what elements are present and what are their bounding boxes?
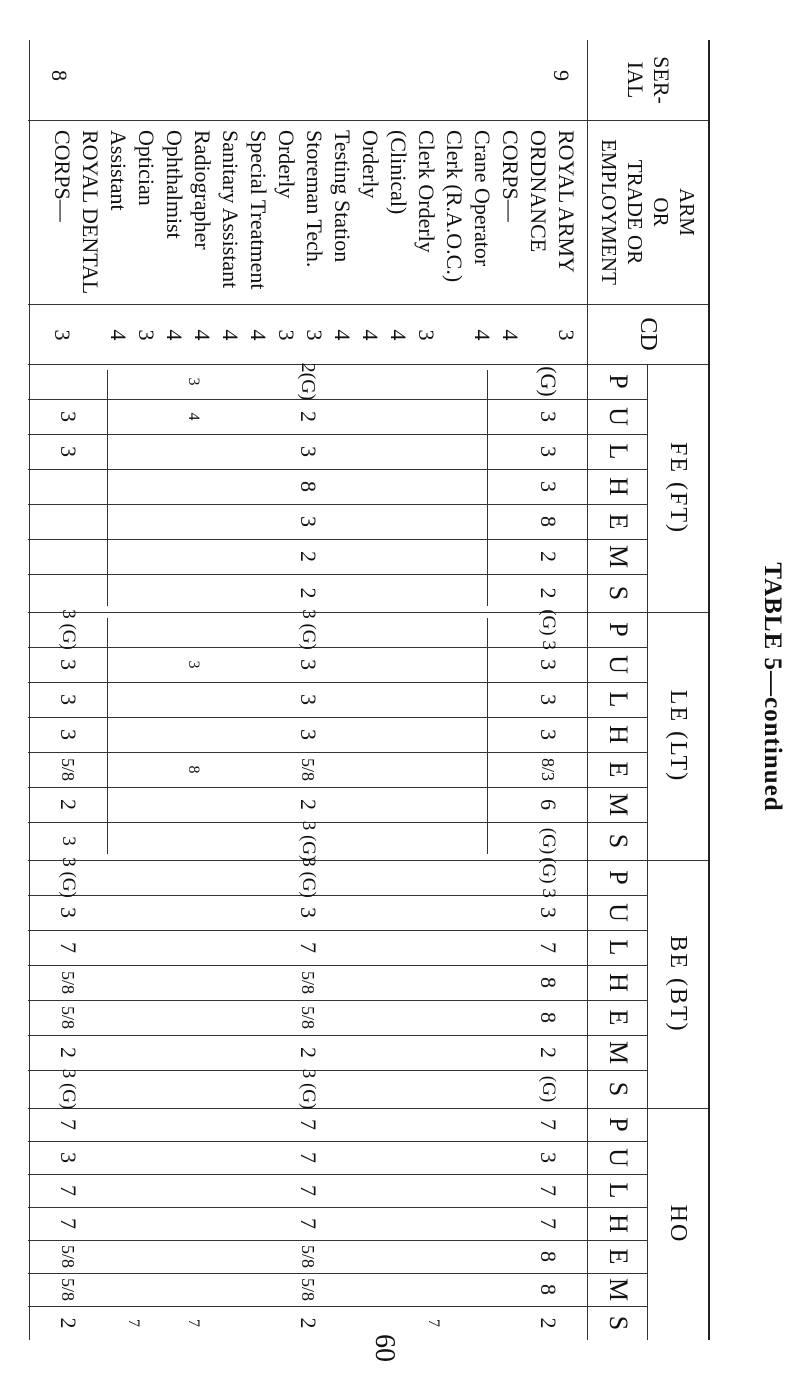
be-m-value: 2 [536, 1047, 561, 1058]
serial-9: 9 [549, 70, 574, 81]
cd-value: 3 [554, 329, 579, 341]
fe-l-value: 3 [536, 446, 561, 457]
group-fe: FE (FT) [665, 442, 692, 534]
cd-spacer [76, 310, 104, 360]
ho-extra-1: 7 [185, 1319, 202, 1327]
vrule-le [28, 860, 708, 861]
be-p-value-low: 3 (G) [58, 857, 79, 898]
item-line: CORPS— [50, 130, 75, 222]
ho-p-value-low: 7 [56, 1119, 81, 1130]
be-e-value-mid: 5/8 [298, 1005, 319, 1029]
item-line: Crane Operator [470, 130, 495, 267]
item-line: Special Treatment [246, 130, 271, 290]
fe-m-header: M [604, 544, 633, 569]
le-s-header: S [604, 833, 633, 849]
cd-value: 4 [330, 329, 355, 341]
item-line: Clerk Orderly [414, 130, 439, 253]
cd-value: 3 [274, 329, 299, 341]
item-line: Radiographer [190, 130, 215, 250]
cd-spacer [440, 310, 468, 360]
ho-m-header: M [604, 1277, 633, 1302]
ho-s-value-mid: 2 [296, 1317, 321, 1329]
ho-p-value: 7 [536, 1119, 561, 1130]
le-e-header: E [604, 761, 633, 778]
or-label: OR [649, 197, 673, 227]
rule-group [647, 364, 648, 1340]
item-line: ROYAL DENTAL [78, 130, 103, 295]
ho-u-header: U [604, 1148, 633, 1167]
le-m-value-low: 2 [56, 799, 81, 810]
item-line: CORPS— [498, 130, 523, 222]
ho-s-header: S [604, 1315, 633, 1331]
cd-value: 3 [302, 329, 327, 341]
be-h-value: 8 [536, 977, 561, 988]
le-m-value: 6 [536, 799, 561, 810]
ho-h-value-mid: 7 [296, 1218, 321, 1229]
fe-u-value: 3 [536, 411, 561, 422]
fe-s-value: 2 [536, 587, 561, 599]
be-s-value-low: 3 (G) [58, 1068, 79, 1110]
fe-p-value: (G) [536, 366, 561, 397]
cd-value: 4 [218, 329, 243, 341]
le-p-header: P [604, 622, 633, 637]
group-be: BE (BT) [665, 935, 692, 1033]
vrule-cd [28, 364, 708, 365]
item-line: Orderly [358, 130, 383, 199]
ho-m-value: 8 [536, 1284, 561, 1295]
ho-e-value-mid: 5/8 [298, 1244, 319, 1268]
cd-value: 4 [498, 329, 523, 341]
le-l-header: L [604, 691, 633, 708]
le-brace-bottom [107, 618, 108, 854]
fe-u-header: U [604, 407, 633, 426]
le-p-value-mid: 3 (G) [298, 609, 319, 650]
cd-spacer [524, 310, 552, 360]
fe-u-value-mid: 2 [296, 411, 321, 422]
be-m-value-mid: 2 [296, 1047, 321, 1058]
page-title: TABLE 5—continued [759, 562, 786, 812]
be-e-value-low: 5/8 [58, 1005, 79, 1029]
be-l-value: 7 [536, 942, 561, 953]
group-ho: HO [665, 1204, 692, 1244]
vrule-serial [28, 120, 708, 121]
ho-m-value-low: 5/8 [58, 1277, 79, 1301]
le-u-value-low: 3 [56, 659, 81, 670]
ho-p-value-mid: 7 [296, 1119, 321, 1130]
le-u-value-mid: 3 [296, 659, 321, 670]
page-number: 60 [369, 1334, 400, 1362]
le-e-value: 8/3 [538, 757, 559, 781]
be-p-value-mid: 3 (G) [298, 857, 319, 898]
cd-value: 4 [470, 329, 495, 341]
ho-extra-2: 7 [425, 1319, 442, 1327]
cd-value: 3 [134, 329, 159, 341]
item-line: Ophthalmist [162, 130, 187, 239]
ho-u-value-low: 3 [56, 1152, 81, 1163]
fe-e-value: 8 [536, 516, 561, 527]
be-u-value-mid: 3 [296, 907, 321, 918]
cd-value: 4 [106, 329, 131, 341]
be-e-header: E [604, 1009, 633, 1026]
ho-h-header: H [604, 1214, 633, 1233]
le-brace-top [487, 618, 488, 854]
ho-l-header: L [604, 1182, 633, 1199]
fe-m-value: 2 [536, 551, 561, 562]
item-line: Clerk (R.A.O.C.) [442, 130, 467, 283]
ho-u-value-mid: 7 [296, 1152, 321, 1163]
item-line: Storeman Tech. [302, 130, 327, 268]
le-h-value: 3 [536, 729, 561, 740]
item-line: ROYAL ARMY [554, 130, 579, 273]
ho-h-value-low: 7 [56, 1218, 81, 1229]
cd-value: 4 [386, 329, 411, 341]
cd-value: 4 [190, 329, 215, 341]
le-l-value-mid: 3 [296, 694, 321, 705]
le-extra-2: 8 [185, 765, 202, 774]
ho-s-value-low: 2 [56, 1317, 81, 1329]
cd-header: CD [635, 317, 662, 351]
le-l-value-low: 3 [56, 694, 81, 705]
ho-l-value-low: 7 [56, 1185, 81, 1196]
fe-s-value-mid: 2 [296, 587, 321, 599]
vrule-fe [28, 612, 708, 613]
ho-l-value-mid: 7 [296, 1185, 321, 1196]
group-le: LE (LT) [665, 689, 692, 783]
be-p-value: (G) 3 [538, 857, 559, 898]
classification-table [28, 40, 710, 1340]
ho-e-value-low: 5/8 [58, 1244, 79, 1268]
ho-u-value: 3 [536, 1152, 561, 1163]
be-s-value-mid: 3 (G) [298, 1068, 319, 1110]
item-line: Optician [134, 130, 159, 206]
sub-header-row [588, 40, 648, 1340]
item-line: Assistant [106, 130, 131, 211]
ho-h-value: 7 [536, 1218, 561, 1229]
fe-h-header: H [604, 477, 633, 496]
fe-s-header: S [604, 585, 633, 601]
fe-e-value-mid: 3 [296, 516, 321, 527]
ho-p-header: P [604, 1117, 633, 1132]
be-u-value-low: 3 [56, 907, 81, 918]
trade-label: TRADE OR [623, 159, 647, 265]
ho-m-value-mid: 5/8 [298, 1277, 319, 1301]
le-s-value-mid: 3 (G) [298, 820, 319, 862]
be-h-header: H [604, 973, 633, 992]
be-s-value: (G) [538, 1075, 559, 1103]
le-h-value-low: 3 [56, 729, 81, 740]
rule-bottom [29, 40, 30, 1340]
employment-label: EMPLOYMENT [597, 139, 621, 285]
item-line: ORDNANCE [526, 130, 551, 253]
ho-e-header: E [604, 1248, 633, 1265]
le-extra-1: 3 [185, 660, 202, 669]
fe-m-value-mid: 2 [296, 551, 321, 562]
fe-l-header: L [604, 443, 633, 460]
cd-value: 4 [162, 329, 187, 341]
le-h-header: H [604, 725, 633, 744]
fe-p-value-mid: 2(G) [297, 362, 320, 401]
item-line: (Clinical) [386, 130, 411, 215]
be-u-value: 3 [536, 907, 561, 918]
be-h-value-low: 5/8 [58, 970, 79, 994]
fe-p-header: P [604, 374, 633, 389]
le-m-header: M [604, 792, 633, 817]
item-line: Orderly [274, 130, 299, 199]
le-p-value-low: 3 (G) [58, 609, 79, 650]
ho-s-value: 2 [536, 1317, 561, 1329]
be-e-value: 8 [536, 1012, 561, 1023]
be-l-header: L [604, 939, 633, 956]
le-s-value: (G) [538, 827, 559, 855]
be-u-header: U [604, 903, 633, 922]
be-m-header: M [604, 1040, 633, 1065]
fe-l-value-mid: 3 [296, 446, 321, 457]
be-h-value-mid: 5/8 [298, 970, 319, 994]
be-m-value-low: 2 [56, 1047, 81, 1058]
be-l-value-mid: 7 [296, 942, 321, 953]
ho-e-value: 8 [536, 1251, 561, 1262]
ho-extra-3: 7 [125, 1319, 142, 1327]
le-e-value-mid: 5/8 [298, 757, 319, 781]
item-line: Testing Station [330, 130, 355, 263]
fe-e-header: E [604, 513, 633, 530]
le-u-value: 3 [536, 659, 561, 670]
le-u-header: U [604, 655, 633, 674]
cd-value: 4 [246, 329, 271, 341]
serial-label-2: IAL [623, 61, 648, 99]
serial-label: SER- [649, 56, 674, 104]
fe-extra-1: 3 [185, 377, 202, 386]
fe-h-value-mid: 8 [296, 481, 321, 492]
fe-extra-2: 4 [185, 412, 202, 421]
le-m-value-mid: 2 [296, 799, 321, 810]
cd-value: 3 [50, 329, 75, 341]
rule-header [587, 40, 588, 1340]
item-line: Sanitary Assistant [218, 130, 243, 289]
le-l-value: 3 [536, 694, 561, 705]
item-list [48, 124, 580, 310]
fe-brace-top [487, 370, 488, 606]
cd-value: 4 [358, 329, 383, 341]
fe-l-value-low: 3 [56, 446, 81, 457]
be-s-header: S [604, 1081, 633, 1097]
cd-values [48, 310, 580, 360]
le-p-value: (G) 3 [538, 609, 559, 650]
serial-8: 8 [47, 70, 72, 81]
fe-h-value: 3 [536, 481, 561, 492]
le-s-value-low: 3 [58, 836, 79, 846]
le-e-value-low: 5/8 [58, 757, 79, 781]
be-l-value-low: 7 [56, 942, 81, 953]
fe-u-value-low: 3 [56, 411, 81, 422]
ho-l-value: 7 [536, 1185, 561, 1196]
fe-brace-bottom [107, 370, 108, 606]
be-p-header: P [604, 870, 633, 885]
le-h-value-mid: 3 [296, 729, 321, 740]
cd-value: 3 [414, 329, 439, 341]
arm-label: ARM [675, 188, 699, 236]
vrule-be [28, 1108, 708, 1109]
